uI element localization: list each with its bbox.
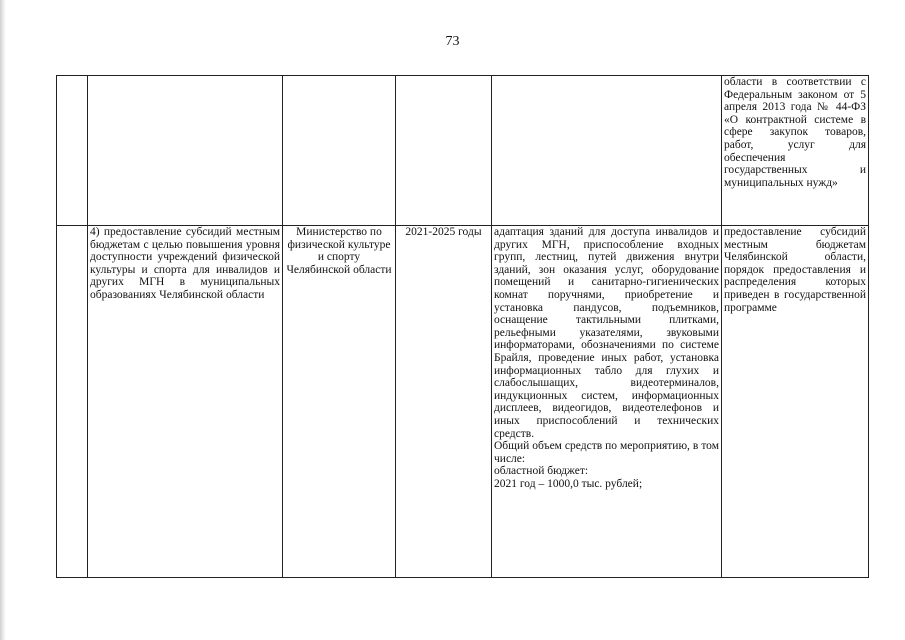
description-text: адаптация зданий для доступа инвалидов и других МГН, приспособление входных групп, лестниц, путей движения внутри зданий, зон оказания услуг, оборудование помещений и санитарно-гигиенических комнат поручнями, приобретение и установка пандусов, подъемников, оснащение тактильными плитками, рельефными указателями, звуковыми информаторами, обозначениями по системе Брайля, проведение иных работ, установка информационных табло для глухих и слабослышащих, видеотерминалов, индукционных систем, информационных дисплеев, видеогидов, видеотелефонов и иных приспособлений и технических средств. <box>494 226 719 440</box>
cell-executor <box>283 76 396 226</box>
funding-regional-text: областной бюджет: <box>494 465 589 478</box>
table-row-measure-4 <box>57 226 869 578</box>
page-number: 73 <box>445 34 460 49</box>
cell-period <box>396 76 492 226</box>
cell-period <box>396 226 492 578</box>
measure-text: 4) предоставление субсидий местным бюджетам с целью повышения уровня доступности учреждений физической культуры и спорта для инвалидов и других МГН в муниципальных образованиях Челябинской области <box>90 226 280 301</box>
mechanism-text: предоставление субсидий местным бюджетам Челябинской области, порядок предоставления и распределения которых приведен в государственной программе <box>724 226 866 314</box>
cell-measure <box>88 76 283 226</box>
cell-number <box>57 76 88 226</box>
executor-text: Министерство по физической культуре и спорту Челябинской области <box>286 226 392 276</box>
cell-mechanism <box>722 226 869 578</box>
cell-description <box>492 76 722 226</box>
cell-mechanism-continuation <box>722 76 869 226</box>
mechanism-continuation-text: области в соответствии с Федеральным законом от 5 апреля 2013 года № 44-ФЗ «О контрактной системе в сфере закупок товаров, работ, услуг для обеспечения государственных и муниципальных нужд» <box>724 76 866 189</box>
cell-measure <box>88 226 283 578</box>
measures-table <box>56 75 869 578</box>
cell-executor <box>283 226 396 578</box>
period-text: 2021-2025 годы <box>405 226 482 238</box>
cell-description <box>492 226 722 578</box>
funding-total-text: Общий объем средств по мероприятию, в том числе: <box>494 440 719 465</box>
funding-2021-text: 2021 год – 1000,0 тыс. рублей; <box>494 477 643 490</box>
scan-edge-shadow <box>0 0 6 640</box>
cell-number <box>57 226 88 578</box>
table-row-continuation <box>57 76 869 226</box>
